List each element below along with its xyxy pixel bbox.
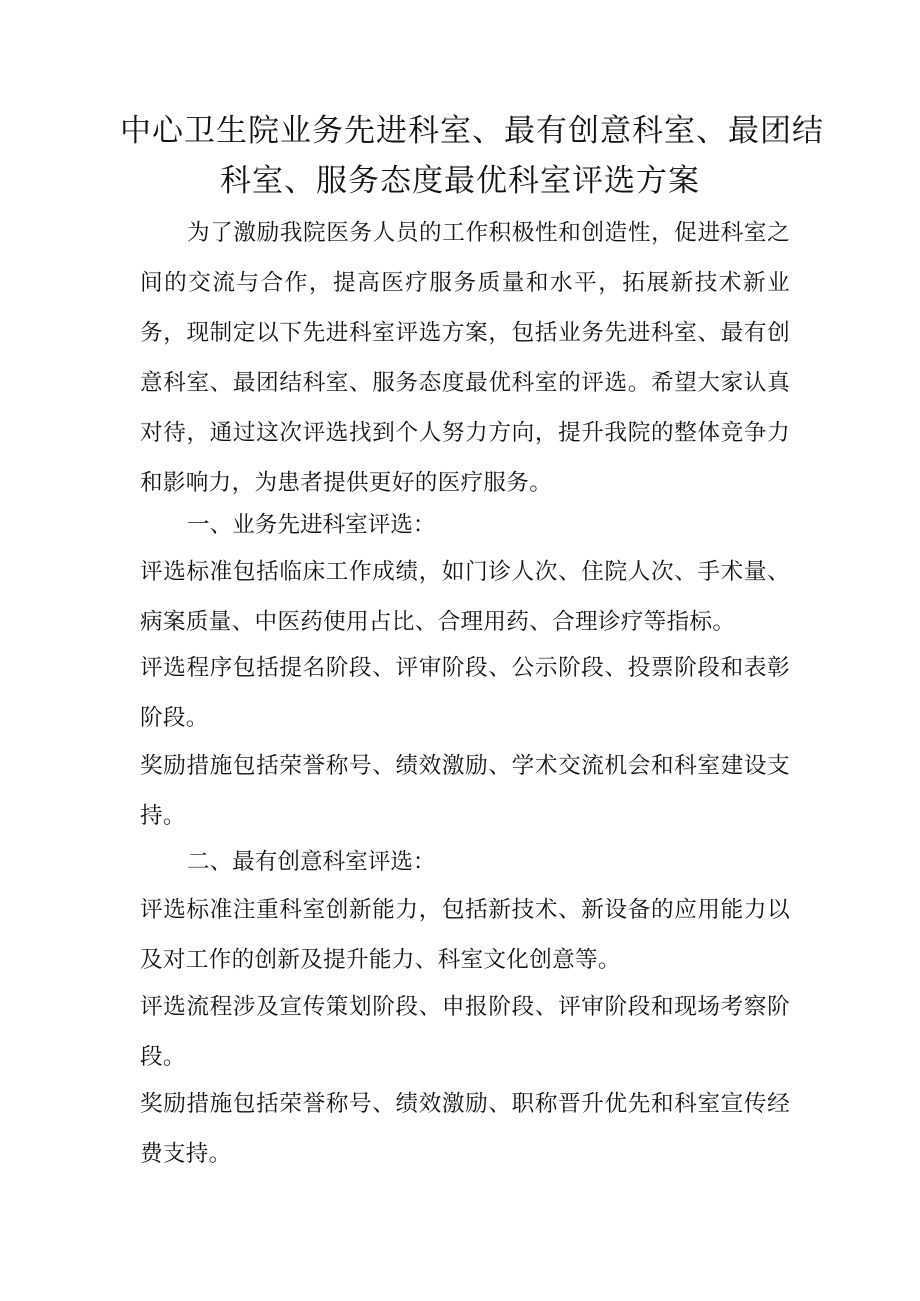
section-2-paragraph-3: 奖励措施包括荣誉称号、绩效激励、职称晋升优先和科室宣传经费支持。	[140, 1091, 790, 1167]
section-1-paragraph-1: 评选标准包括临床工作成绩，如门诊人次、住院人次、手术量、病案质量、中医药使用占比、合理用药、合理诊疗等指标。	[140, 559, 790, 635]
section-2-paragraph-1: 评选标准注重科室创新能力，包括新技术、新设备的应用能力以及对工作的创新及提升能力、科室文化创意等。	[140, 897, 790, 973]
section-1-paragraph-3: 奖励措施包括荣誉称号、绩效激励、学术交流机会和科室建设支持。	[140, 753, 790, 829]
section-2-paragraph-2: 评选流程涉及宣传策划阶段、申报阶段、评审阶段和现场考察阶段。	[140, 994, 790, 1070]
document-title-line-1: 中心卫生院业务先进科室、最有创意科室、最团结	[120, 113, 824, 149]
section-1-heading: 一、业务先进科室评选：	[187, 512, 436, 538]
section-2-heading: 二、最有创意科室评选：	[187, 849, 436, 875]
document-title-line-2: 科室、服务态度最优科室评选方案	[220, 163, 700, 199]
section-1-paragraph-2: 评选程序包括提名阶段、评审阶段、公示阶段、投票阶段和表彰阶段。	[140, 655, 790, 731]
intro-paragraph: 为了激励我院医务人员的工作积极性和创造性，促进科室之间的交流与合作，提高医疗服务质量和水平，拓展新技术新业务，现制定以下先进科室评选方案，包括业务先进科室、最有创意科室、最团结科室、服务态度最优科室的评选。希望大家认真对待，通过这次评选找到个人努力方向，提升我院的整体竞争力和影响力，为患者提供更好的医疗服务。	[140, 220, 790, 496]
